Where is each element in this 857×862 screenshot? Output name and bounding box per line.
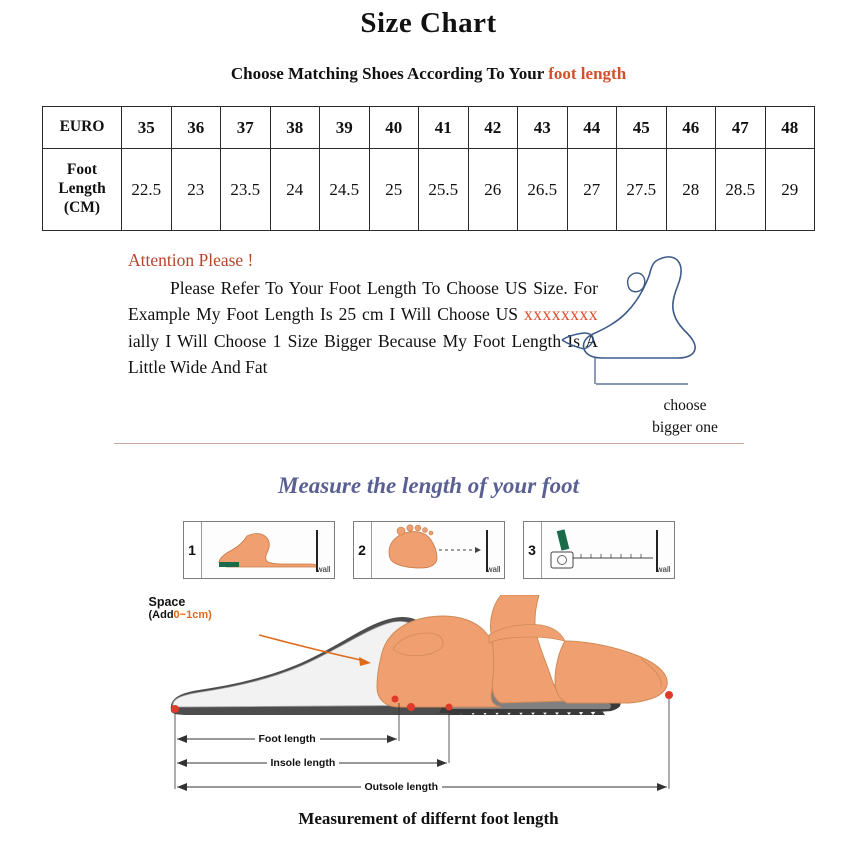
attention-body-part2: ially I Will Choose 1 Size Bigger Because My Foot Length Is A Little Wide And Fat (128, 330, 598, 378)
row-label-foot-length (43, 149, 122, 231)
choose-bigger-note (600, 395, 770, 440)
step-box-1 (183, 521, 335, 579)
euro-cell: 38 (270, 107, 320, 149)
step-number: 1 (184, 522, 202, 578)
dim-label-insole-length: Insole length (267, 757, 340, 769)
foot-length-cell: 27.5 (617, 149, 667, 231)
foot-side-outline-icon (560, 252, 790, 392)
foot-length-cell: 27 (567, 149, 617, 231)
choose-bigger-line1: choose (663, 397, 707, 414)
diagram-caption: Measurement of differnt foot length (298, 809, 559, 828)
wall-label: wall (316, 565, 331, 574)
size-chart-page (0, 7, 857, 862)
size-table-wrapper (42, 106, 815, 231)
euro-cell: 37 (221, 107, 271, 149)
wall-label: wall (486, 565, 501, 574)
page-title: Size Chart (360, 7, 497, 39)
dim-label-foot-length: Foot length (255, 733, 320, 745)
euro-cell: 43 (518, 107, 568, 149)
subtitle-lead: Choose Matching Shoes According To Your (230, 64, 549, 83)
space-label: Space (148, 595, 186, 609)
foot-length-cell: 25 (369, 149, 419, 231)
step-number: 3 (524, 522, 542, 578)
foot-length-cell: 22.5 (122, 149, 172, 231)
euro-cell: 46 (666, 107, 716, 149)
foot-length-cell: 24 (270, 149, 320, 231)
table-row-foot-length (43, 149, 815, 231)
attention-section (0, 247, 857, 447)
euro-cell: 41 (419, 107, 469, 149)
foot-length-cell: 25.5 (419, 149, 469, 231)
row-label-line: Foot (66, 161, 98, 179)
foot-length-cell: 24.5 (320, 149, 370, 231)
step-box-3 (523, 521, 675, 579)
foot-against-wall-icon (201, 522, 335, 578)
attention-text-block (128, 247, 598, 381)
euro-cell: 48 (765, 107, 815, 149)
attention-body-part1: Please Refer To Your Foot Length To Choose US Size. For Example My Foot Length Is 25 cm I Will Choose US (128, 277, 598, 325)
attention-redacted: xxxxxxxx (524, 304, 598, 325)
tape-measure-icon (541, 522, 675, 578)
space-add-prefix: (Add (148, 609, 174, 622)
shoe-foot-diagram-icon (149, 595, 709, 795)
space-add-value: 0~1cm) (173, 609, 212, 622)
foot-length-cell: 23.5 (221, 149, 271, 231)
foot-length-cell: 26.5 (518, 149, 568, 231)
page-subtitle (0, 64, 857, 84)
row-label-line: (CM) (63, 198, 101, 216)
euro-cell: 42 (468, 107, 518, 149)
row-label-euro: EURO (43, 107, 122, 149)
step-number: 2 (354, 522, 372, 578)
foot-length-cell: 23 (171, 149, 221, 231)
row-label-line: Length (58, 180, 106, 198)
euro-cell: 47 (716, 107, 766, 149)
euro-cell: 45 (617, 107, 667, 149)
table-row-euro (43, 107, 815, 149)
euro-cell: 44 (567, 107, 617, 149)
foot-length-cell: 28.5 (716, 149, 766, 231)
euro-cell: 39 (320, 107, 370, 149)
foot-length-cell: 28 (666, 149, 716, 231)
measure-steps (183, 521, 675, 583)
attention-body (128, 275, 598, 381)
subtitle-accent: foot length (548, 64, 627, 83)
euro-cell: 40 (369, 107, 419, 149)
foot-length-cell: 26 (468, 149, 518, 231)
foot-length-cell: 29 (765, 149, 815, 231)
wall-label: wall (656, 565, 671, 574)
attention-heading: Attention Please ! (128, 250, 254, 270)
size-table (42, 106, 815, 231)
measure-heading: Measure the length of your foot (278, 473, 579, 498)
step-box-2 (353, 521, 505, 579)
euro-cell: 36 (171, 107, 221, 149)
section-divider (114, 443, 744, 444)
foot-top-view-icon (371, 522, 505, 578)
dim-label-outsole-length: Outsole length (361, 781, 443, 793)
choose-bigger-line2: bigger one (652, 419, 718, 437)
euro-cell: 35 (122, 107, 172, 149)
foot-measurement-diagram (149, 595, 709, 795)
